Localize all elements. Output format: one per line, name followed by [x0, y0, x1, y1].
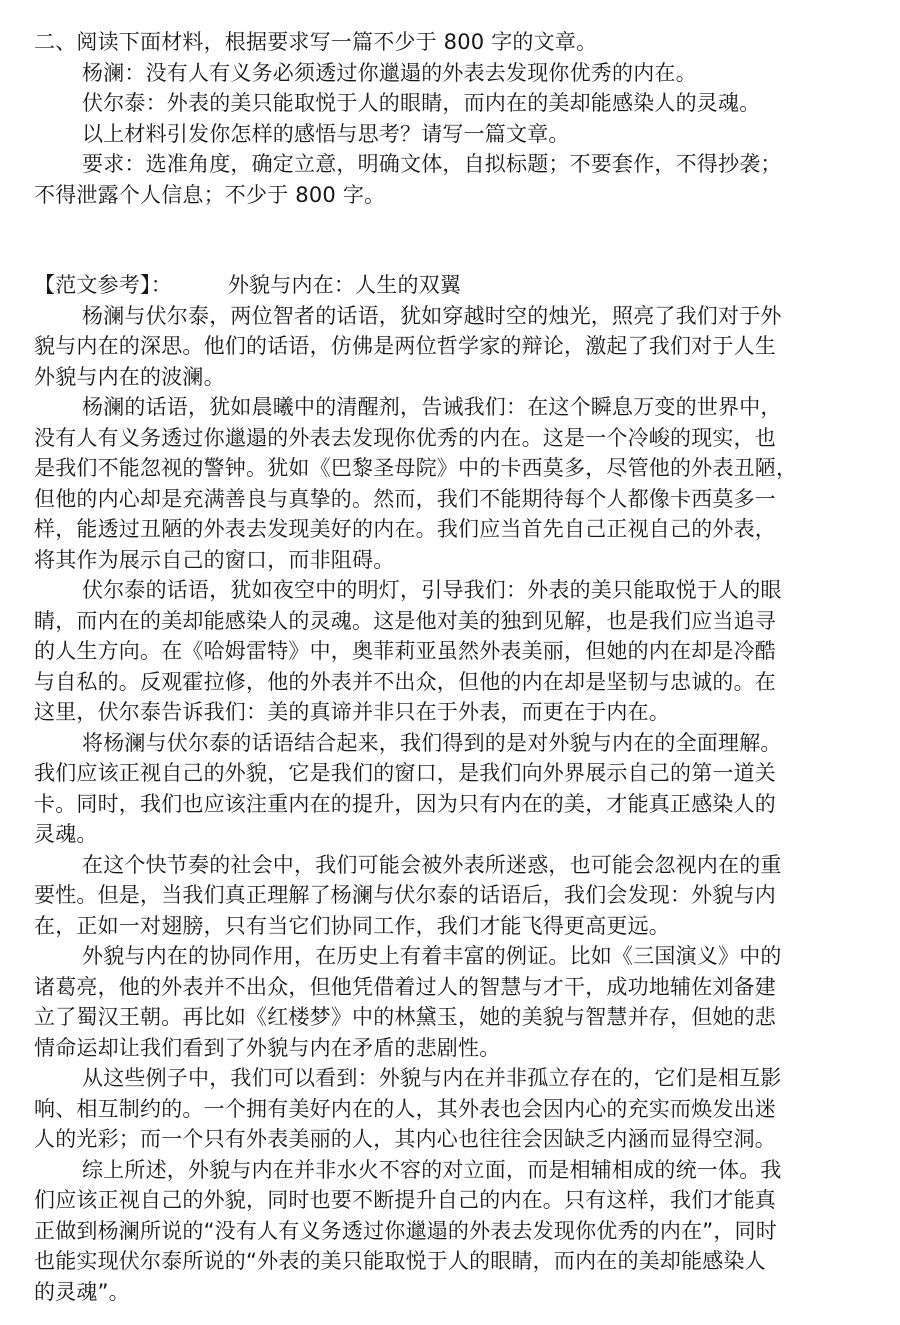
essay-line: 睛，而内在的美却能感染人的灵魂。这是他对美的独到见解，也是我们应当追寻 — [34, 608, 776, 633]
essay-line: 杨澜与伏尔泰，两位智者的话语，犹如穿越时空的烛光，照亮了我们对于外 — [82, 303, 782, 328]
essay-title: 外貌与内在：人生的双翼 — [227, 273, 462, 297]
essay-line: 我们应该正视自己的外貌，它是我们的窗口，是我们向外界展示自己的第一道关 — [34, 761, 776, 785]
essay-line: 将其作为展示自己的窗口，而非阻碍。 — [34, 547, 395, 572]
prompt-question: 以上材料引发你怎样的感悟与思考？请写一篇文章。 — [82, 121, 570, 146]
essay-line: 正做到杨澜所说的“没有人有义务透过你邋遢的外表去发现你优秀的内在”，同时 — [34, 1218, 777, 1243]
essay-line: 的灵魂”。 — [34, 1279, 130, 1304]
essay-line: 从这些例子中，我们可以看到：外貌与内在并非孤立存在的，它们是相互影 — [82, 1066, 782, 1090]
requirements-line-1: 要求：选准角度，确定立意，明确文体，自拟标题；不要套作，不得抄袭； — [82, 152, 782, 176]
essay-line: 将杨澜与伏尔泰的话语结合起来，我们得到的是对外貌与内在的全面理解。 — [82, 730, 782, 755]
essay-paragraph — [34, 728, 860, 850]
essay-line: 人的光彩；而一个只有外表美丽的人，其内心也往往会因缺乏内涵而显得空洞。 — [34, 1127, 776, 1151]
essay-line: 是我们不能忽视的警钟。犹如《巴黎圣母院》中的卡西莫多，尽管他的外表丑陋， — [34, 456, 798, 480]
essay-line: 但他的内心却是充满善良与真挚的。然而，我们不能期待每个人都像卡西莫多一 — [34, 486, 776, 511]
essay-line: 的人生方向。在《哈姆雷特》中，奥菲莉亚虽然外表美丽，但她的内在却是冷酷 — [34, 639, 776, 663]
essay-line: 综上所述，外貌与内在并非水火不容的对立面，而是相辅相成的统一体。我 — [82, 1157, 782, 1182]
document-page — [34, 27, 860, 1307]
section-gap — [34, 210, 860, 270]
essay-line: 伏尔泰的话语，犹如夜空中的明灯，引导我们：外表的美只能取悦于人的眼 — [82, 578, 782, 602]
essay-line: 外貌与内在的协同作用，在历史上有着丰富的例证。比如《三国演义》中的 — [82, 944, 782, 968]
essay-line: 在这个快节奏的社会中，我们可能会被外表所迷惑，也可能会忽视内在的重 — [82, 852, 782, 877]
prompt-heading: 二、阅读下面材料，根据要求写一篇不少于 800 字的文章。 — [34, 30, 598, 54]
essay-paragraph — [34, 941, 860, 1063]
essay-paragraph — [34, 1155, 860, 1308]
essay-line: 诸葛亮，他的外表并不出众，但他凭借着过人的智慧与才干，成功地辅佐刘备建 — [34, 974, 776, 999]
essay-line: 灵魂。 — [34, 822, 98, 846]
essay-line: 卡。同时，我们也应该注重内在的提升，因为只有内在的美，才能真正感染人的 — [34, 791, 776, 816]
essay-line: 没有人有义务透过你邋遢的外表去发现你优秀的内在。这是一个冷峻的现实，也 — [34, 425, 776, 450]
quote-voltaire: 伏尔泰：外表的美只能取悦于人的眼睛，而内在的美却能感染人的灵魂。 — [82, 91, 761, 115]
essay-paragraph — [34, 575, 860, 728]
essay-line: 杨澜的话语，犹如晨曦中的清醒剂，告诫我们：在这个瞬息万变的世界中， — [82, 395, 782, 419]
essay-line: 样，能透过丑陋的外表去发现美好的内在。我们应当首先自己正视自己的外表， — [34, 517, 776, 541]
essay-paragraph — [34, 1063, 860, 1155]
essay-line: 貌与内在的深思。他们的话语，仿佛是两位哲学家的辩论，激起了我们对于人生 — [34, 334, 776, 358]
essay-line: 也能实现伏尔泰所说的“外表的美只能取悦于人的眼睛，而内在的美却能感染人 — [34, 1249, 766, 1273]
requirements-line-2: 不得泄露个人信息；不少于 800 字。 — [34, 182, 386, 207]
essay-line: 们应该正视自己的外貌，同时也要不断提升自己的内在。只有这样，我们才能真 — [34, 1188, 776, 1212]
essay-paragraph — [34, 301, 860, 393]
essay-paragraph — [34, 392, 860, 575]
essay-line: 要性。但是，当我们真正理解了杨澜与伏尔泰的话语后，我们会发现：外貌与内 — [34, 883, 776, 907]
essay-line: 与自私的。反观霍拉修，他的外表并不出众，但他的内在却是坚韧与忠诚的。在 — [34, 669, 776, 694]
essay-line: 立了蜀汉王朝。再比如《红楼梦》中的林黛玉，她的美貌与智慧并存，但她的悲 — [34, 1005, 776, 1029]
essay-line: 外貌与内在的波澜。 — [34, 364, 225, 389]
essay-heading — [34, 270, 860, 301]
quote-yang-lan: 杨澜：没有人有义务必须透过你邋遢的外表去发现你优秀的内在。 — [82, 60, 697, 85]
essay-line: 响、相互制约的。一个拥有美好内在的人，其外表也会因内心的充实而焕发出迷 — [34, 1096, 776, 1121]
essay-line: 在，正如一对翅膀，只有当它们协同工作，我们才能飞得更高更远。 — [34, 913, 670, 938]
essay-line: 情命运却让我们看到了外貌与内在矛盾的悲剧性。 — [34, 1035, 501, 1060]
essay-label: 【范文参考】： — [34, 273, 172, 297]
essay-line: 这里，伏尔泰告诉我们：美的真谛并非只在于外表，而更在于内在。 — [34, 700, 670, 724]
essay-body — [34, 301, 860, 1308]
essay-paragraph — [34, 850, 860, 942]
